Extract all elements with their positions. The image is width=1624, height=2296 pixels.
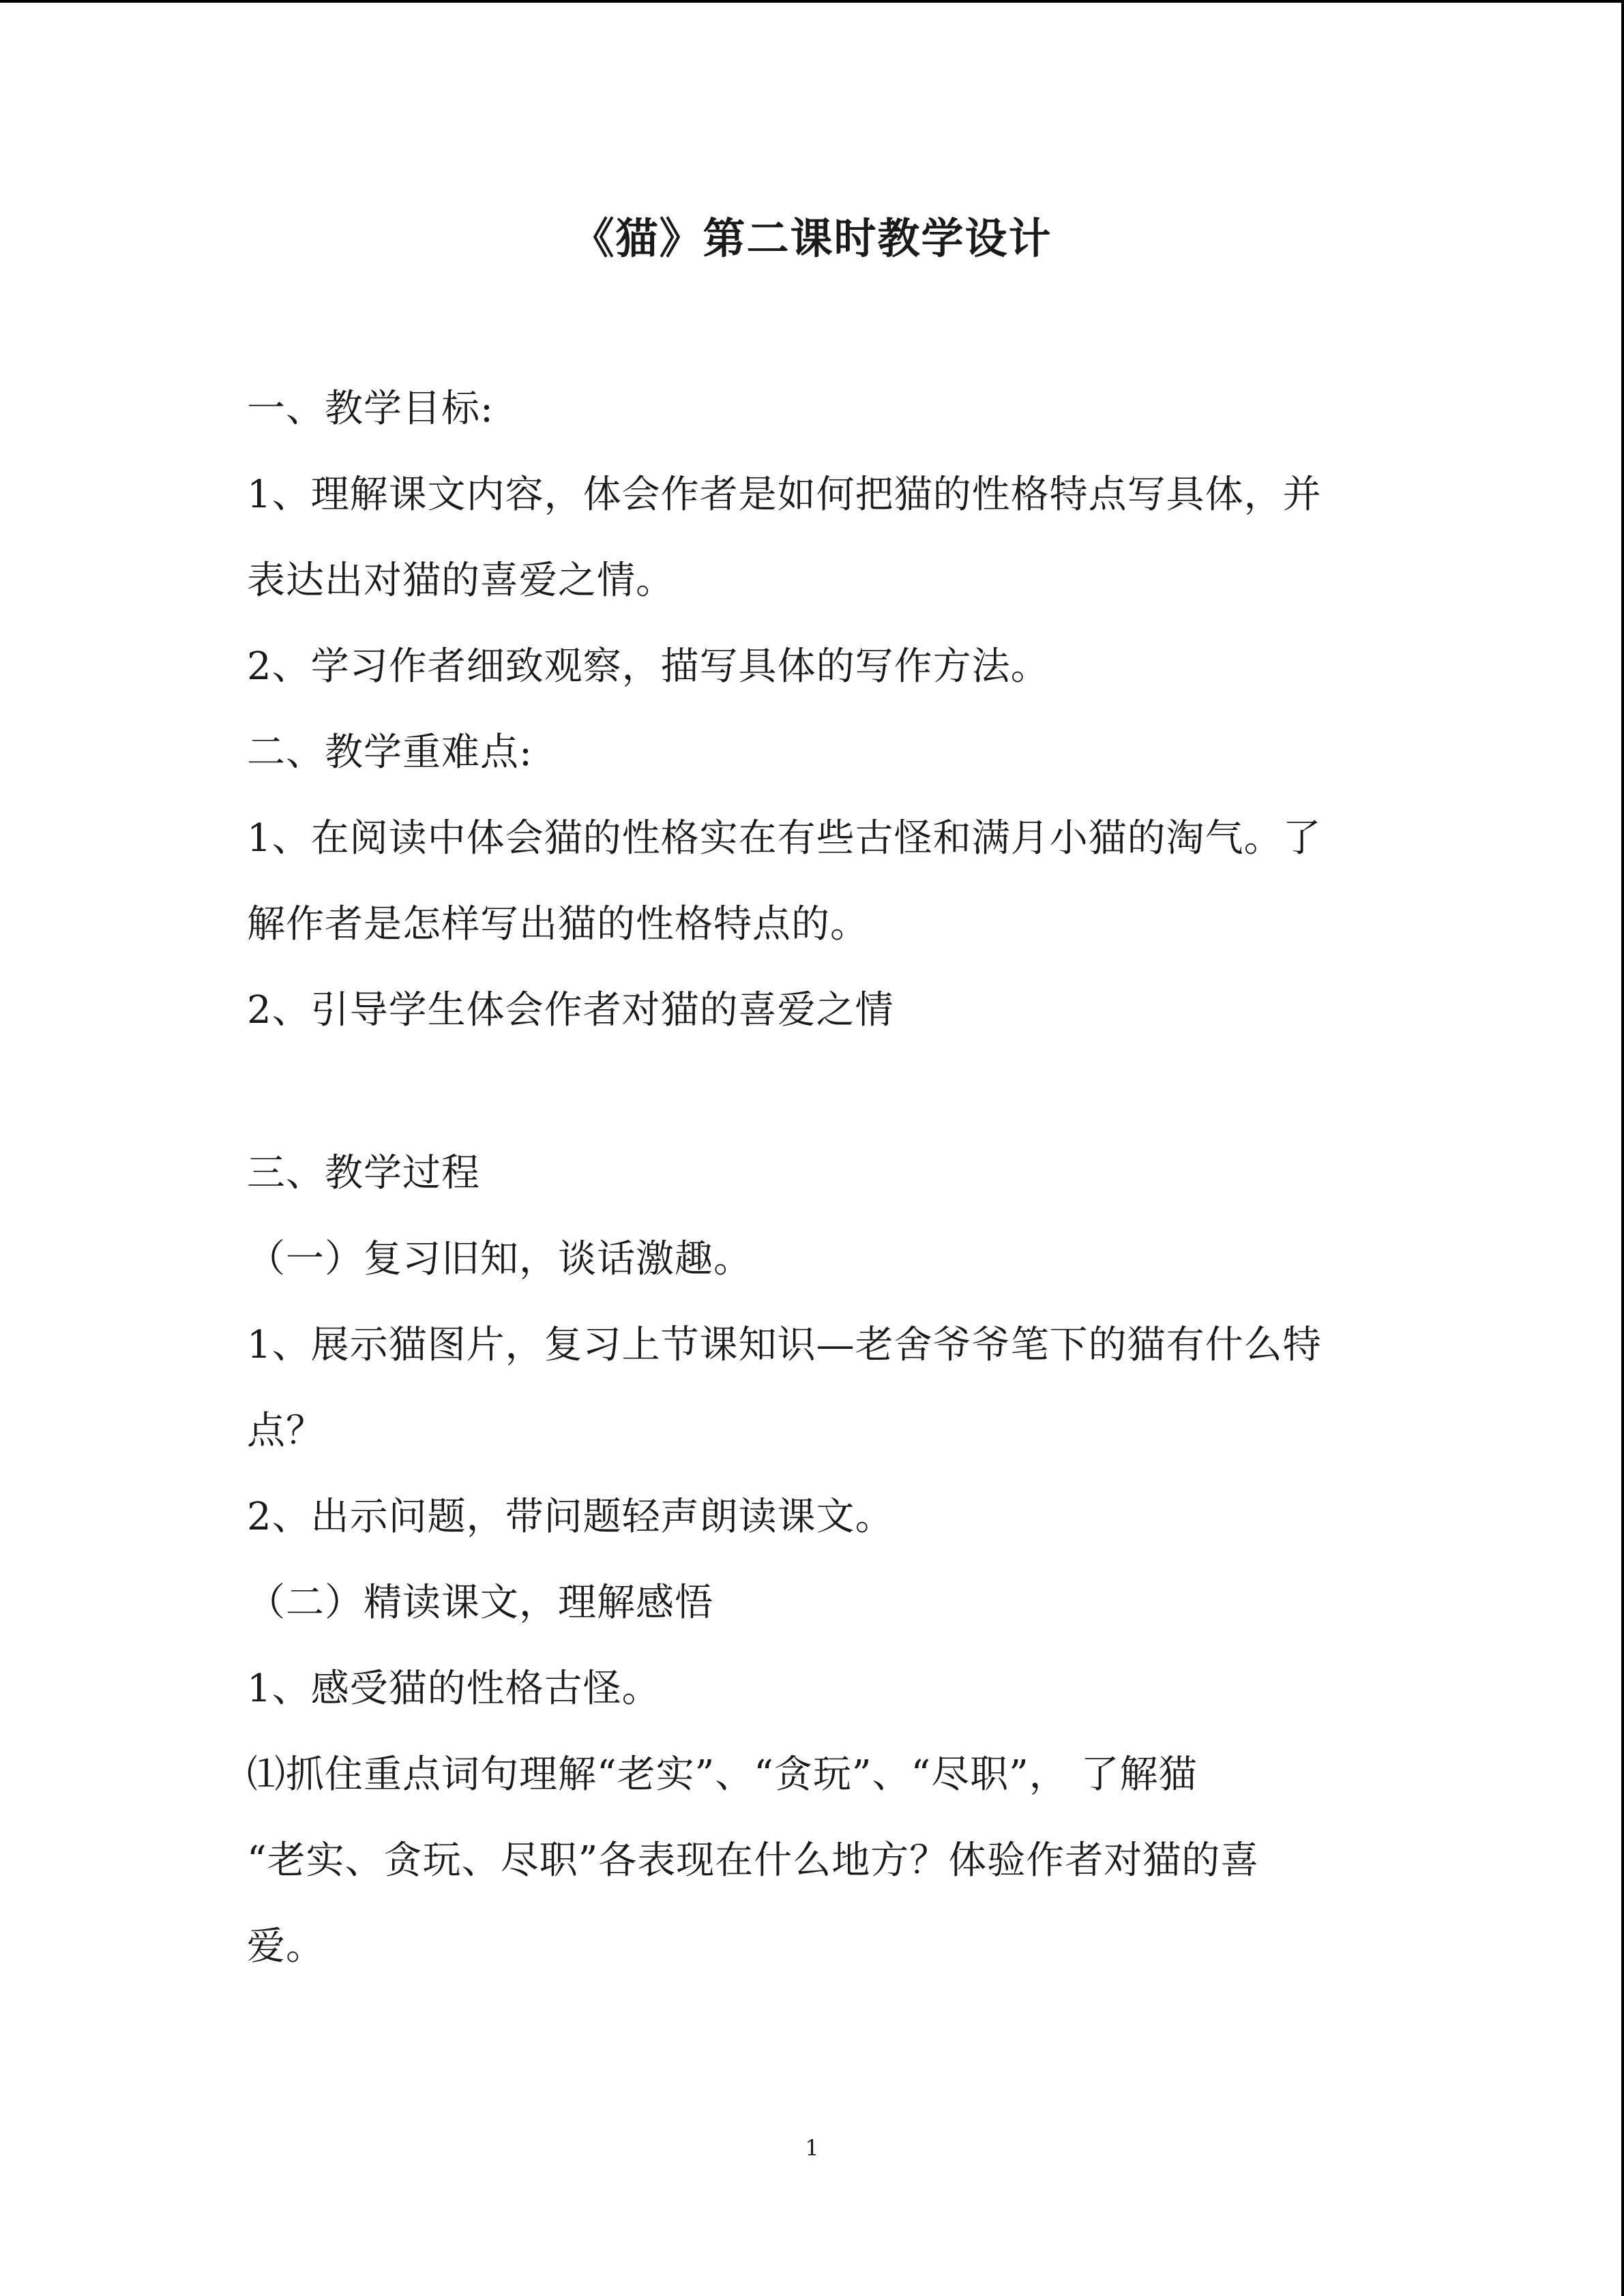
text-line: 1、在阅读中体会猫的性格实在有些古怪和满月小猫的淘气。了 [247,816,1322,861]
text-line: 2、学习作者细致观察，描写具体的写作方法。 [247,644,1050,689]
text-line: 一、教学目标: [247,387,494,431]
text-line: 解作者是怎样写出猫的性格特点的。 [247,902,869,946]
top-border-line [0,0,1624,3]
right-border-line [1621,0,1624,2296]
document-title: 《猫》第二课时教学设计 [572,213,1052,263]
text-line: （一）复习旧知，谈话激趣。 [247,1237,752,1281]
text-line: （二）精读课文，理解感悟 [247,1581,713,1625]
text-line: “老实、贪玩、尽职”各表现在什么地方？体验作者对猫的喜 [247,1838,1260,1883]
text-line: 2、引导学生体会作者对猫的喜爱之情 [247,988,894,1032]
text-line: 1、展示猫图片，复习上节课知识—老舍爷爷笔下的猫有什么特 [247,1323,1322,1367]
text-line: 1、感受猫的性格古怪。 [247,1667,661,1711]
text-line: 2、出示问题，带问题轻声朗读课文。 [247,1495,894,1539]
page-number: 1 [805,2135,819,2161]
text-line: 1、理解课文内容，体会作者是如何把猫的性格特点写具体，并 [247,473,1322,517]
text-line: 表达出对猫的喜爱之情。 [247,558,675,603]
text-line: 三、教学过程 [247,1151,480,1195]
text-line: 二、教学重难点: [247,730,533,775]
text-line: 点？ [247,1409,325,1453]
text-line: ⑴抓住重点词句理解“老实”、“贪玩”、“尽职”， 了解猫 [247,1753,1198,1797]
text-line: 爱。 [247,1924,325,1969]
